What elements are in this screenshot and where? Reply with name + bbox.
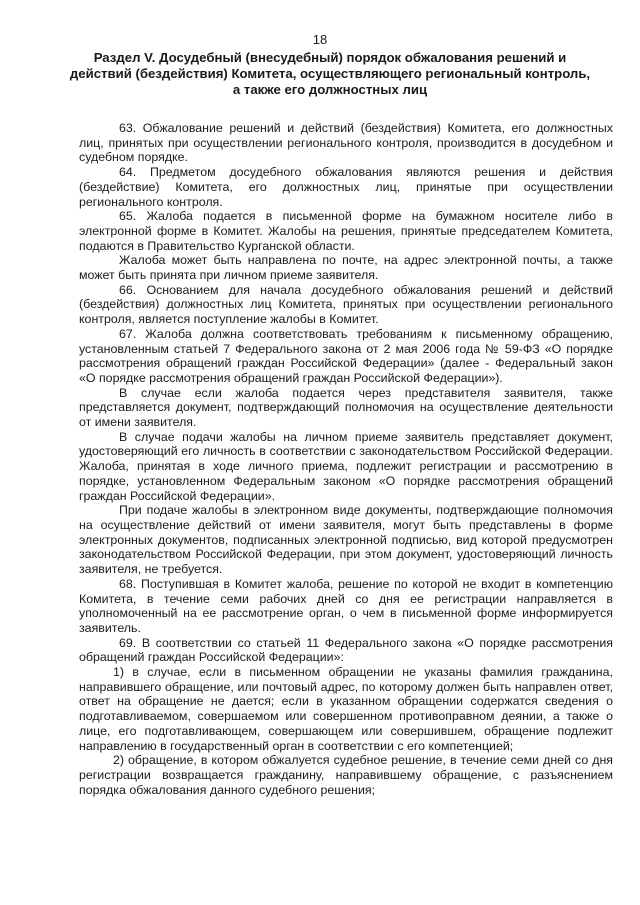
page-number: 18 <box>312 32 328 47</box>
paragraph-67-representative: В случае если жалоба подается через представителя заявителя, также представляется документ, подтверждающий полномочия на осуществление деятельности от имени заявителя. <box>79 385 613 430</box>
paragraph-63: 63. Обжалование решений и действий (бездействия) Комитета, его должностных лиц, принятых при осуществлении регионального контроля, производится в досудебном и судебном порядке. <box>79 121 613 165</box>
document-body <box>79 121 613 797</box>
list-item-1: 1) в случае, если в письменном обращении не указаны фамилия гражданина, направившего обращение, или почтовый адрес, по которому должен быть направлен ответ, ответ на обращение не дается; если в указанном обращении содержатся сведения о подготавливаемом, совершаемом или совершенном противоправном деянии, а также о лице, его подготавливающем, совершающем или совершившем, обращение подлежит направлению в государственный орган в соответствии с его компетенцией; <box>79 665 613 753</box>
paragraph-65-mail: Жалоба может быть направлена по почте, на адрес электронной почты, а также может быть принята при личном приеме заявителя. <box>79 253 613 283</box>
paragraph-67: 67. Жалоба должна соответствовать требованиям к письменному обращению, установленным статьей 7 Федерального закона от 2 мая 2006 года № 59-ФЗ «О порядке рассмотрения обращений граждан Российской Федерации» (далее - Федеральный закон «О порядке рассмотрения обращений граждан Российской Федерации»). <box>79 326 613 385</box>
paragraph-69: 69. В соответствии со статьей 11 Федерального закона «О порядке рассмотрения обращений граждан Российской Федерации»: <box>79 635 613 665</box>
heading-line: действий (бездействия) Комитета, осуществляющего региональный контроль, <box>69 66 591 81</box>
list-item-2: 2) обращение, в котором обжалуется судебное решение, в течение семи дней со дня регистрации возвращается гражданину, направившему обращение, с разъяснением порядка обжалования данного судебного решения; <box>79 753 613 797</box>
paragraph-67-electronic: При подаче жалобы в электронном виде документы, подтверждающие полномочия на осуществление действий от имени заявителя, могут быть представлены в форме электронных документов, подписанных электронной подписью, вид которой предусмотрен законодательством Российской Федерации, при этом документ, удостоверяющий личность заявителя, не требуется. <box>79 503 613 577</box>
heading-line: а также его должностных лиц <box>232 82 428 97</box>
paragraph-64: 64. Предметом досудебного обжалования являются решения и действия (бездействие) Комитета, его должностных лиц, принятые при осуществлении регионального контроля. <box>79 165 613 209</box>
heading-line: Раздел V. Досудебный (внесудебный) порядок обжалования решений и <box>93 50 567 65</box>
paragraph-65: 65. Жалоба подается в письменной форме на бумажном носителе либо в электронной форме в Комитет. Жалобы на решения, принятые председателем Комитета, подаются в Правительство Курганской области. <box>79 209 613 253</box>
section-heading <box>60 50 600 98</box>
paragraph-68: 68. Поступившая в Комитет жалоба, решение по которой не входит в компетенцию Комитета, в течение семи рабочих дней со дня ее регистрации направляется в уполномоченный на ее рассмотрение орган, о чем в письменной форме информируется заявитель. <box>79 576 613 635</box>
paragraph-67-personal: В случае подачи жалобы на личном приеме заявитель представляет документ, удостоверяющий его личность в соответствии с законодательством Российской Федерации. Жалоба, принятая в ходе личного приема, подлежит регистрации и рассмотрению в порядке, установленном Федеральным законом «О порядке рассмотрения обращений граждан Российской Федерации». <box>79 429 613 503</box>
paragraph-66: 66. Основанием для начала досудебного обжалования решений и действий (бездействия) должностных лиц Комитета, принятых при осуществлении регионального контроля, является поступление жалобы в Комитет. <box>79 282 613 327</box>
